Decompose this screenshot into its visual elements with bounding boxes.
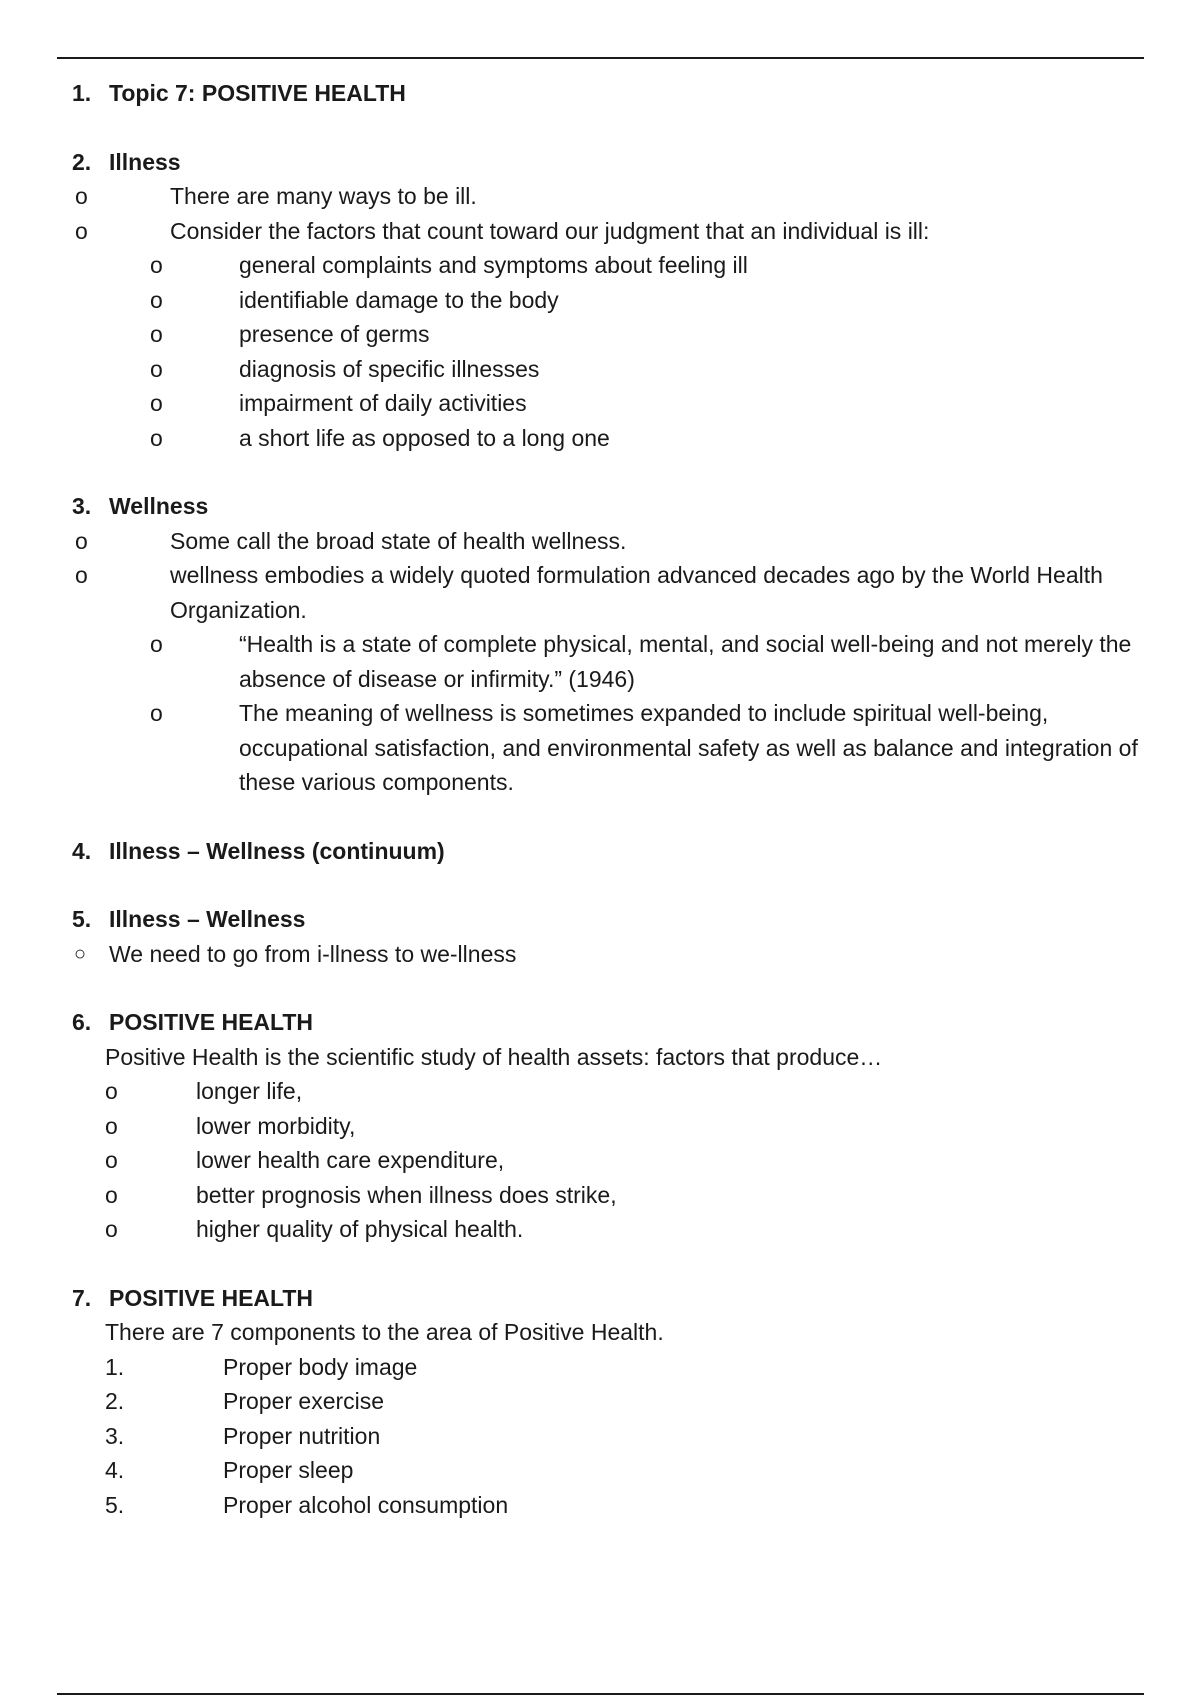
section-intro: Positive Health is the scientific study of health assets: factors that produce… — [105, 1043, 883, 1070]
section-title: Illness – Wellness (continuum) — [109, 837, 445, 864]
bullet-marker: o — [150, 321, 163, 347]
bullet-marker: o — [150, 355, 163, 382]
list-item-text: There are many ways to be ill. — [170, 183, 477, 209]
list-item-text: identifiable damage to the body — [239, 286, 559, 313]
section-heading — [0, 76, 1200, 111]
section-3 — [0, 489, 1200, 800]
section-title: Illness — [109, 148, 181, 175]
list-item-text: a short life as opposed to a long one — [239, 424, 610, 451]
list-item — [0, 1212, 1200, 1247]
bullet-marker: o — [150, 424, 163, 451]
list-item-text: “Health is a state of complete physical, mental, and social well-being and not merely the absence of disease or infirmity.” (1946) — [239, 631, 1132, 692]
bullet-marker: o — [150, 631, 163, 657]
item-number: 1. — [105, 1353, 125, 1380]
section-heading — [0, 834, 1200, 869]
bullet-marker: ○ — [74, 942, 87, 965]
list-item — [0, 937, 1200, 972]
section-number: 5. — [72, 906, 92, 932]
sub-list-item — [0, 248, 1200, 283]
list-item-text: longer life, — [196, 1078, 303, 1104]
section-number: 6. — [72, 1009, 92, 1035]
section-heading — [0, 1005, 1200, 1040]
list-item-text: higher quality of physical health. — [196, 1216, 524, 1242]
bullet-marker: o — [105, 1112, 118, 1139]
section-5 — [0, 902, 1200, 971]
section-title: POSITIVE HEALTH — [109, 1284, 314, 1311]
section-title: POSITIVE HEALTH — [109, 1009, 314, 1035]
bullet-marker: o — [150, 390, 163, 416]
list-item — [0, 558, 1200, 627]
list-item-text: lower health care expenditure, — [196, 1147, 505, 1173]
list-item-text: better prognosis when illness does strike, — [196, 1181, 617, 1208]
document-body — [0, 76, 1200, 1556]
sub-list-item — [0, 696, 1200, 800]
section-number: 1. — [72, 80, 92, 106]
bullet-marker: o — [75, 217, 88, 244]
numbered-item — [0, 1488, 1200, 1523]
section-heading — [0, 489, 1200, 524]
item-number: 3. — [105, 1422, 125, 1449]
bullet-marker: o — [105, 1216, 118, 1242]
numbered-item — [0, 1384, 1200, 1419]
list-item-text: wellness embodies a widely quoted formulation advanced decades ago by the World Health Organization. — [170, 562, 1103, 623]
list-item-text: Proper body image — [223, 1353, 418, 1380]
sub-list-item — [0, 421, 1200, 456]
list-item-text: Some call the broad state of health wellness. — [170, 527, 627, 554]
section-heading — [0, 1281, 1200, 1316]
list-item — [0, 1109, 1200, 1144]
list-item-text: Consider the factors that count toward our judgment that an individual is ill: — [170, 217, 930, 244]
list-item-text: general complaints and symptoms about feeling ill — [239, 252, 748, 278]
list-item — [0, 179, 1200, 214]
section-number: 3. — [72, 493, 92, 519]
section-intro: There are 7 components to the area of Positive Health. — [105, 1319, 664, 1345]
top-rule — [57, 57, 1144, 59]
section-title: Topic 7: POSITIVE HEALTH — [109, 80, 406, 106]
numbered-item — [0, 1419, 1200, 1454]
list-item — [0, 1178, 1200, 1213]
bullet-marker: o — [105, 1078, 118, 1104]
item-number: 4. — [105, 1457, 125, 1483]
list-item-text: We need to go from i-llness to we-llness — [109, 940, 517, 967]
bullet-marker: o — [105, 1147, 118, 1173]
list-item-text: The meaning of wellness is sometimes expanded to include spiritual well-being, occupational satisfaction, and environmental safety as well as balance and integration of these various components. — [239, 700, 1138, 795]
item-number: 5. — [105, 1491, 125, 1518]
bullet-marker: o — [105, 1181, 118, 1208]
numbered-item — [0, 1350, 1200, 1385]
numbered-item — [0, 1453, 1200, 1488]
section-1 — [0, 76, 1200, 111]
list-item-text: lower morbidity, — [196, 1112, 356, 1139]
list-item-text: presence of germs — [239, 321, 430, 347]
sub-list-item — [0, 386, 1200, 421]
sub-list-item — [0, 627, 1200, 696]
list-item — [0, 1143, 1200, 1178]
bullet-marker: o — [150, 286, 163, 313]
bottom-rule — [57, 1693, 1144, 1695]
bullet-marker: o — [150, 700, 163, 726]
sub-list-item — [0, 283, 1200, 318]
list-item-text: Proper nutrition — [223, 1422, 381, 1449]
list-item-text: Proper alcohol consumption — [223, 1491, 509, 1518]
list-item-text: impairment of daily activities — [239, 390, 527, 416]
sub-list-item — [0, 317, 1200, 352]
section-2 — [0, 145, 1200, 456]
list-item-text: Proper sleep — [223, 1457, 354, 1483]
list-item — [0, 214, 1200, 249]
item-number: 2. — [105, 1388, 125, 1414]
sub-list-item — [0, 352, 1200, 387]
section-number: 2. — [72, 148, 92, 175]
bullet-marker: o — [150, 252, 163, 278]
bullet-marker: o — [75, 183, 88, 209]
bullet-marker: o — [75, 527, 88, 554]
section-7 — [0, 1281, 1200, 1523]
section-number: 7. — [72, 1284, 92, 1311]
section-title: Wellness — [109, 493, 209, 519]
section-heading — [0, 145, 1200, 180]
list-item-text: Proper exercise — [223, 1388, 385, 1414]
bullet-marker: o — [75, 562, 88, 588]
section-title: Illness – Wellness — [109, 906, 306, 932]
section-number: 4. — [72, 837, 92, 864]
list-item-text: diagnosis of specific illnesses — [239, 355, 540, 382]
list-item — [0, 1074, 1200, 1109]
list-item — [0, 524, 1200, 559]
section-6 — [0, 1005, 1200, 1247]
section-heading — [0, 902, 1200, 937]
section-4 — [0, 834, 1200, 869]
